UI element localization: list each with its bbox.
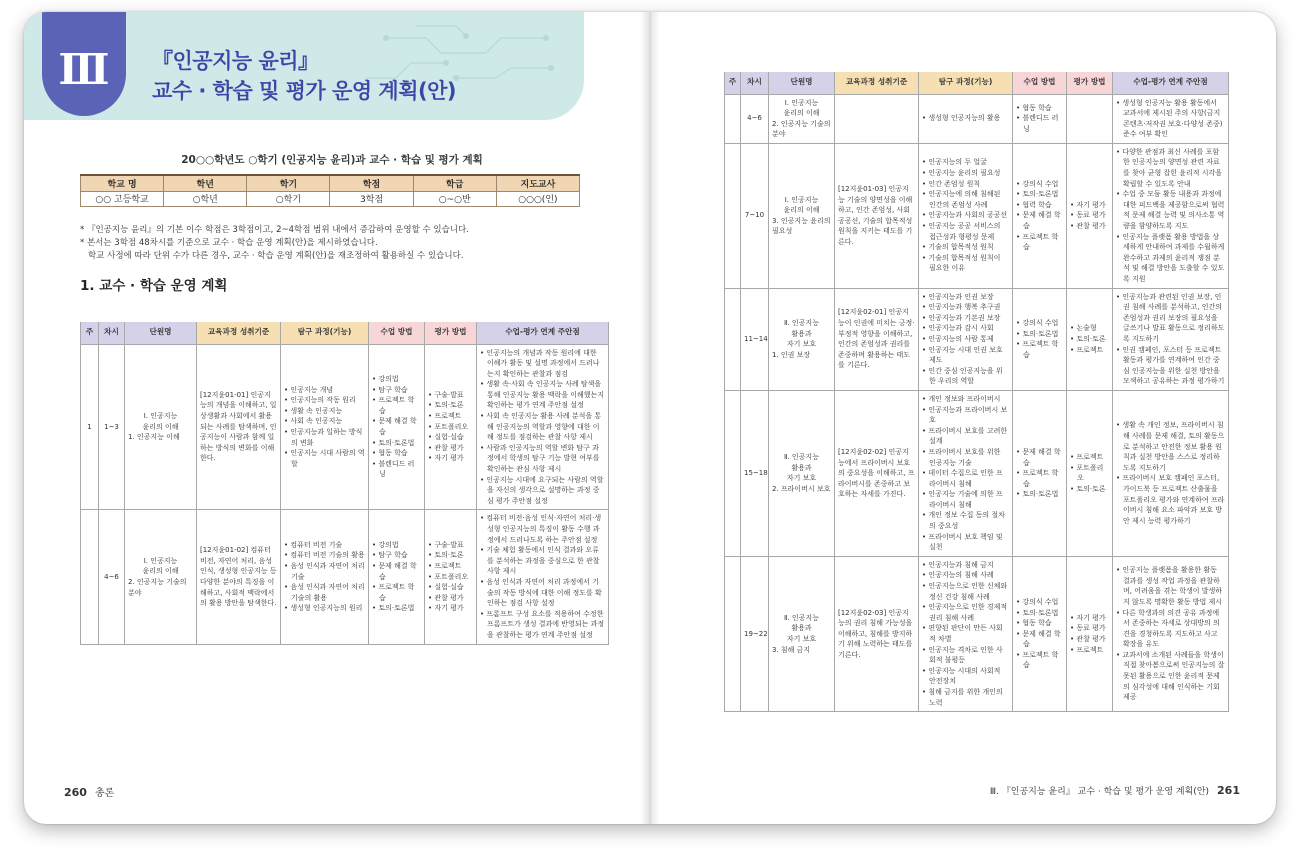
section-title: 1. 교수 · 학습 운영 계획 [80,278,228,294]
list-item: • 토의·토론법 [1016,329,1063,340]
cell-standard: [12지윤02-02] 인공지능에서 프라이버시 보호의 중요성을 이해하고, 프라이버시를 존중하고 보호하는 자세를 가진다. [835,390,919,556]
list-item: • 인간 존엄성 원칙 [922,179,1009,190]
list-item: • 토의·토론 [1070,484,1109,495]
list-item: • 인공지능과 감시 사회 [922,323,1009,334]
col-method: 수업 방법 [369,322,425,344]
list-item: • 동료 평가 [1070,210,1109,221]
school-info-table [80,174,580,207]
cell-method [1013,556,1067,711]
cell-method-list [1016,179,1063,253]
list-item: • 인공지능으로 인한 신체와 정신 건강 침해 사례 [922,581,1009,602]
info-value: ○학기 [247,191,330,206]
list-item: • 인공지능에 의해 침해된 인간의 존엄성 사례 [922,189,1009,210]
list-item: • 문제 해결 학습 [372,416,421,437]
cell-week [725,556,741,711]
list-item: • 인공지능과 프라이버시 보호 [922,405,1009,426]
list-item: • 문제 해결 학습 [1016,210,1063,231]
table-header-row [81,322,609,344]
cell-eval-list [1070,323,1109,355]
cell-method-list [1016,597,1063,671]
unit-line: Ⅰ. 인공지능 [784,195,819,204]
cell-process-list [922,113,1009,124]
cell-process [919,556,1013,711]
cell-period: 1~3 [99,344,125,510]
cell-unit [125,344,197,510]
cell-week [725,288,741,390]
list-item: • 인공지능의 작동 원리 [284,395,365,406]
list-item: • 실험·실습 [428,582,473,593]
table-header-row [725,72,1229,94]
list-item: • 사회 속 인공지능 활용 사례 분석을 통해 인공지능의 역할과 영향에 대한 이해 정도를 점검하는 관찰 사항 제시 [480,411,605,443]
list-item: • 탐구 학습 [372,550,421,561]
col-process: 탐구 과정(기능) [281,322,369,344]
cell-method [369,344,425,510]
list-item: • 강의식 수업 [1016,318,1063,329]
cell-method-list [1016,103,1063,135]
col-unit: 단원명 [769,72,835,94]
list-item: • 인공지능 시대 사람의 역할 [284,448,365,469]
cell-process-list [922,394,1009,553]
list-item: • 음성 인식과 자연어 처리 기술 [284,561,365,582]
left-page-footer [64,784,114,799]
list-item: • 관찰 평가 [428,443,473,454]
list-item: • 생활 속 인공지능 [284,406,365,417]
list-item: • 문제 해결 학습 [1016,629,1063,650]
list-item: • 관찰 평가 [1070,634,1109,645]
list-item: • 프로젝트 [428,561,473,572]
cell-period: 4~6 [99,510,125,644]
col-period: 차시 [99,322,125,344]
cell-eval-list [1070,613,1109,655]
textbook-spread [24,12,1276,824]
cell-process [281,510,369,644]
list-item: • 생성형 인공지능의 원리 [284,603,365,614]
cell-method [1013,390,1067,556]
unit-line: 3. 인공지능 윤리의 필요성 [772,216,831,236]
cell-unit [769,556,835,711]
unit-line: 활용과 [791,463,812,472]
unit-line: 윤리의 이해 [142,567,179,576]
list-item: • 사람과 인공지능의 역할 변화 탐구 과정에서 학생의 탐구 기능 발현 여부를 확인하는 관심 사항 제시 [480,443,605,475]
cell-focus [1113,288,1229,390]
list-item: • 다양한 관점과 최신 사례를 포함한 인공지능의 양면성 관련 자료를 찾아 균형 잡힌 윤리적 시각을 확립할 수 있도록 안내 [1116,147,1225,189]
list-item: • 인공지능의 사람 통제 [922,334,1009,345]
col-unit: 단원명 [125,322,197,344]
cell-method-list [372,540,421,614]
col-week: 주 [725,72,741,94]
list-item: • 구술·발표 [428,540,473,551]
list-item: • 생활 속 개인 정보, 프라이버시 침해 사례를 문제 해결, 토의 활동으로 분석하고 안전한 정보 활용 원칙과 실천 방안을 스스로 정리하도록 지도하기 [1116,420,1225,473]
cell-eval [1067,143,1113,288]
list-item: • 프로젝트 학습 [1016,650,1063,671]
list-item: • 토의·토론법 [1016,608,1063,619]
col-process: 탐구 과정(기능) [919,72,1013,94]
cell-week [725,390,741,556]
cell-focus [1113,390,1229,556]
list-item: • 데이터 수집으로 인한 프라이버시 침해 [922,468,1009,489]
list-item: • 교과서에 소개된 사례들을 학생이 직접 찾아봄으로써 인공지능의 잘못된 활용으로 인한 윤리적 문제의 심각성에 대해 인식하는 기회 제공 [1116,650,1225,703]
list-item: • 관찰 평가 [428,593,473,604]
cell-method [369,510,425,644]
cell-method-list [372,374,421,480]
list-item: • 기술의 합목적성 원칙이 필요한 이유 [922,253,1009,274]
unit-line: 자기 보호 [786,474,817,483]
cell-eval [1067,390,1113,556]
info-value: ○○○(인) [496,191,579,206]
cell-standard: [12지윤01-02] 컴퓨터 비전, 자연어 처리, 음성 인식, 생성형 인공지능 등 다양한 분야의 특징을 이해하고, 사회적 맥락에서의 활용 방안을 탐색한다. [197,510,281,644]
list-item: • 음성 인식과 자연어 처리 기술의 활용 [284,582,365,603]
cell-focus-list [1116,292,1225,387]
note-line: * 『인공지능 윤리』의 기본 이수 학점은 3학점이고, 2~4학점 범위 내에서 증감하여 운영할 수 있습니다. [80,225,469,235]
cell-eval-list [1070,452,1109,494]
cell-standard: [12지윤01-03] 인공지능 기술의 양면성을 이해하고, 인간 존엄성, 사회 공공선, 기술의 합목적성 원칙을 지키는 태도를 기른다. [835,143,919,288]
cell-period: 7~10 [741,143,769,288]
list-item: • 인공지능 플랫폼 활용 방법을 상세하게 안내하여 과제를 수월하게 완수하고 과제의 윤리적 쟁점 분석 및 해결 방안을 도출할 수 있도록 지원 [1116,232,1225,285]
col-standard: 교육과정 성취기준 [197,322,281,344]
list-item: • 협동 학습 [372,448,421,459]
cell-eval-list [428,390,473,464]
cell-focus [477,344,609,510]
cell-focus [1113,94,1229,143]
right-footer-label: Ⅲ. 『인공지능 윤리』 교수 · 학습 및 평가 운영 계획(안) [989,787,1210,797]
cell-process [919,390,1013,556]
col-period: 차시 [741,72,769,94]
cell-focus-list [480,348,605,507]
list-item: • 강의법 [372,540,421,551]
list-item: • 인간 중심 인공지능을 위한 우리의 역할 [922,366,1009,387]
list-item: • 자기 평가 [428,603,473,614]
list-item: • 인공지능과 일하는 방식의 변화 [284,427,365,448]
cell-process-list [922,157,1009,274]
list-item: • 토의·토론 [428,400,473,411]
list-item: • 자기 평가 [428,453,473,464]
col-standard: 교육과정 성취기준 [835,72,919,94]
list-item: • 다른 학생과의 의견 공유 과정에서 존중하는 자세로 상대방의 의견을 경청하도록 지도하고 사고 확장을 유도 [1116,608,1225,650]
list-item: • 인공지능으로 인한 경제적 권리 침해 사례 [922,602,1009,623]
cell-eval [1067,94,1113,143]
list-item: • 프로젝트 [1070,345,1109,356]
list-item: • 프롬프트 구성 요소를 적용하여 수정한 프롬프트가 생성 결과에 반영되는 과정을 관찰하는 평가 연계 주안점 설정 [480,609,605,641]
unit-line: Ⅰ. 인공지능 [143,556,178,565]
unit-line: 1. 인공지능 이해 [128,433,180,442]
unit-line: 3. 침해 금지 [772,645,811,654]
chapter-title-line1: 『인공지능 윤리』 [152,49,319,73]
unit-line: 윤리의 이해 [783,206,820,215]
chapter-title-line2: 교수 · 학습 및 평가 운영 계획(안) [152,79,456,103]
list-item: • 프로젝트 [1070,645,1109,656]
cell-period: 4~6 [741,94,769,143]
plan-table-right [724,72,1229,712]
info-header: 학기 [247,175,330,191]
unit-line: Ⅰ. 인공지능 [143,412,178,421]
cell-process [919,143,1013,288]
info-value: ○○ 고등학교 [81,191,164,206]
unit-line: 자기 보호 [786,635,817,643]
list-item: • 협동 학습 [1016,618,1063,629]
cell-focus-list [1116,98,1225,140]
list-item: • 프라이버시 보호 캠페인 포스터, 가이드북 등 프로젝트 산출물을 포트폴리오 평가와 연계하여 프라이버시 침해 요소 파악과 보호 방안 제시 능력 평가하기 [1116,473,1225,526]
cell-method-list [1016,318,1063,360]
list-item: • 인공지능과 사회의 공공선 [922,210,1009,221]
cell-period: 15~18 [741,390,769,556]
chapter-banner [24,12,584,120]
list-item: • 프로젝트 학습 [372,395,421,416]
list-item: • 인공지능 기술에 의한 프라이버시 침해 [922,489,1009,510]
list-item: • 프라이버시 보호 책임 및 실천 [922,532,1009,553]
list-item: • 프로젝트 학습 [372,582,421,603]
list-item: • 인공지능과 침해 금지 [922,560,1009,571]
right-page-number: 261 [1217,784,1240,797]
unit-line: 1. 인권 보장 [772,350,811,359]
list-item: • 토의·토론법 [1016,489,1063,500]
cell-week [725,94,741,143]
list-item: • 인공지능과 행복 추구권 [922,302,1009,313]
info-header: 학점 [330,175,413,191]
list-item: • 음성 인식과 자연어 처리 과정에서 기술의 작동 방식에 대한 이해 정도를 확인하는 점검 사항 설정 [480,577,605,609]
list-item: • 침해 금지를 위한 개인의 노력 [922,687,1009,708]
list-item: • 문제 해결 학습 [1016,447,1063,468]
cell-unit [769,143,835,288]
list-item: • 포트폴리오 [1070,463,1109,484]
info-header: 지도교사 [496,175,579,191]
cell-method [1013,143,1067,288]
cell-standard: [12지윤02-01] 인공지능이 인권에 미치는 긍정·부정적 영향을 이해하고, 인간의 존엄성과 권리를 존중하며 활용하는 태도를 기른다. [835,288,919,390]
list-item: • 인공지능 시대에 요구되는 사람의 역할을 자신의 생각으로 설명하는 과정 중심 평가 주안점 설정 [480,475,605,507]
list-item: • 인공지능 시대의 사회적 안전장치 [922,666,1009,687]
table-row [725,288,1229,390]
right-page-footer [990,784,1240,797]
list-item: • 수업 중 모둠 활동 내용과 과정에 대한 피드백을 제공함으로써 협력적 문제 해결 능력 및 의사소통 역량을 함양하도록 지도 [1116,189,1225,231]
list-item: • 인공지능 윤리의 필요성 [922,168,1009,179]
list-item: • 논술형 [1070,323,1109,334]
cell-focus-list [1116,565,1225,703]
table-row [81,344,609,510]
cell-focus [477,510,609,644]
list-item: • 프로젝트 [1070,452,1109,463]
cell-unit [769,390,835,556]
list-item: • 인공지능의 침해 사례 [922,570,1009,581]
col-eval: 평가 방법 [1067,72,1113,94]
list-item: • 개인 정보 수집 동의 절차의 중요성 [922,510,1009,531]
plan-table-left [80,322,609,645]
unit-line: 2. 프라이버시 보호 [772,484,831,493]
cell-process [281,344,369,510]
cell-process-list [284,540,365,614]
list-item: • 인공지능 공공 서비스의 접근성과 형평성 문제 [922,221,1009,242]
col-eval: 평가 방법 [425,322,477,344]
cell-method [1013,288,1067,390]
list-item: • 포트폴리오 [428,422,473,433]
list-item: • 프로젝트 학습 [1016,468,1063,489]
unit-line: Ⅰ. 인공지능 [784,98,819,107]
info-header: 학급 [413,175,496,191]
chapter-number-badge: Ⅲ [42,12,126,116]
cell-focus [1113,143,1229,288]
cell-standard [835,94,919,143]
table-row [725,143,1229,288]
cell-method-list [1016,447,1063,500]
notes [80,224,469,263]
list-item: • 프로젝트 학습 [1016,339,1063,360]
list-item: • 인공지능 격차로 인한 사회적 불평등 [922,645,1009,666]
unit-line: 윤리의 이해 [783,109,820,118]
cell-eval-list [428,540,473,614]
cell-process [919,94,1013,143]
list-item: • 실험·실습 [428,432,473,443]
list-item: • 강의식 수업 [1016,597,1063,608]
list-item: • 자기 평가 [1070,200,1109,211]
col-week: 주 [81,322,99,344]
cell-period: 11~14 [741,288,769,390]
list-item: • 관찰 평가 [1070,221,1109,232]
list-item: • 편향된 판단이 만든 사회적 차별 [922,623,1009,644]
table-row [725,556,1229,711]
cell-focus-list [1116,420,1225,526]
table-row [725,390,1229,556]
list-item: • 동료 평가 [1070,623,1109,634]
cell-standard: [12지윤02-03] 인공지능의 권리 침해 가능성을 이해하고, 침해를 방지하기 위해 노력하는 태도를 기른다. [835,556,919,711]
list-item: • 생활 속·사회 속 인공지능 사례 탐색을 통해 인공지능 활용 맥락을 이해했는지 확인하는 평가 연계 주안점 설정 [480,379,605,411]
cell-week: 1 [81,344,99,510]
unit-line: Ⅱ. 인공지능 [784,319,819,328]
info-header: 학년 [164,175,247,191]
list-item: • 탐구 학습 [372,385,421,396]
cell-focus [1113,556,1229,711]
cell-eval [425,510,477,644]
cell-eval [425,344,477,510]
list-item: • 강의식 수업 [1016,179,1063,190]
unit-line: 윤리의 이해 [142,422,179,431]
cell-eval [1067,288,1113,390]
list-item: • 자기 평가 [1070,613,1109,624]
list-item: • 인공지능과 관련된 인권 보장, 인권 침해 사례를 분석하고, 인간의 존엄성과 권리 보장의 필요성을 글쓰기나 발표 활동으로 정리하도록 지도하기 [1116,292,1225,345]
list-item: • 인공지능 시대 인권 보호 제도 [922,345,1009,366]
list-item: • 인공지능의 두 얼굴 [922,157,1009,168]
list-item: • 생성형 인공지능의 활용 [922,113,1009,124]
table-row [725,94,1229,143]
list-item: • 토의·토론법 [1016,189,1063,200]
cell-week [81,510,99,644]
list-item: • 인권 캠페인, 포스터 등 프로젝트 활동과 평가를 연계하여 인간 중심 인공지능을 위한 실천 방안을 모색하고 공유하는 과정 평가하기 [1116,345,1225,387]
list-item: • 인공지능과 인권 보장 [922,292,1009,303]
plan-title: 20○○학년도 ○학기 (인공지능 윤리)과 교수 · 학습 및 평가 계획 [181,154,483,166]
cell-process-list [922,560,1009,708]
cell-focus-list [480,513,605,640]
col-method: 수업 방법 [1013,72,1067,94]
note-line: 학교 사정에 따라 단위 수가 다른 경우, 교수 · 학습 운영 계획(안)을 재조정하여 활용하실 수 있습니다. [88,251,464,261]
list-item: • 프라이버시 보호를 고려한 설계 [922,426,1009,447]
list-item: • 인공지능 개념 [284,385,365,396]
info-header: 학교 명 [81,175,164,191]
info-value: 3학점 [330,191,413,206]
list-item: • 토의·토론 [1070,334,1109,345]
list-item: • 인공지능 플랫폼을 활용한 활동 결과를 생성 작업 과정을 관찰하며, 어려움을 겪는 학생이 발생하지 않도록 명확한 활동 방법 제시 [1116,565,1225,607]
list-item: • 인공지능의 개념과 작동 원리에 대한 이해가 활동 및 설명 과정에서 드러나는지 확인하는 관찰과 점검 [480,348,605,380]
cell-period: 19~22 [741,556,769,711]
book-spine [640,12,660,824]
list-item: • 사회 속 인공지능 [284,416,365,427]
list-item: • 문제 해결 학습 [372,561,421,582]
note-line: * 본서는 3학점 48차시를 기준으로 교수 · 학습 운영 계획(안)을 제시하였습니다. [80,238,378,248]
cell-process-list [284,385,365,470]
unit-line: 자기 보호 [786,340,817,349]
list-item: • 기술의 합목적성 원칙 [922,242,1009,253]
unit-line: 2. 인공지능 기술의 분야 [772,119,831,139]
unit-line: 2. 인공지능 기술의 분야 [128,577,187,597]
left-footer-label: 총론 [94,788,115,799]
list-item: • 토의·토론 [428,550,473,561]
cell-unit [769,94,835,143]
list-item: • 생성형 인공지능 활용 활동에서 교과서에 제시된 주의 사항(금지 콘텐츠·저작권 보호·다양성 존중) 준수 여부 확인 [1116,98,1225,140]
cell-unit [769,288,835,390]
list-item: • 토의·토론법 [372,603,421,614]
cell-standard: [12지윤01-01] 인공지능의 개념을 이해하고, 일상생활과 사회에서 활용되는 사례를 탐색하며, 인공지능이 사람과 함께 일하는 방식의 변화를 이해한다. [197,344,281,510]
left-page-number: 260 [64,786,87,799]
cell-eval-list [1070,200,1109,232]
list-item: • 프로젝트 [428,411,473,422]
list-item: • 프로젝트 학습 [1016,232,1063,253]
chapter-title [152,46,456,106]
info-value: ○학년 [164,191,247,206]
unit-line: Ⅱ. 인공지능 [784,613,819,622]
cell-eval [1067,556,1113,711]
list-item: • 컴퓨터 비전 기술 [284,540,365,551]
info-value: ○~○반 [413,191,496,206]
list-item: • 포트폴리오 [428,572,473,583]
cell-method [1013,94,1067,143]
list-item: • 토의·토론법 [372,438,421,449]
unit-line: Ⅱ. 인공지능 [784,453,819,462]
col-focus: 수업-평가 연계 주안점 [1113,72,1229,94]
cell-process-list [922,292,1009,387]
list-item: • 강의법 [372,374,421,385]
cell-unit [125,510,197,644]
list-item: • 블렌디드 러닝 [372,459,421,480]
list-item: • 블렌디드 러닝 [1016,113,1063,134]
list-item: • 컴퓨터 비전·음성 인식·자연어 처리·생성형 인공지능의 특징이 활동 수행 과정에서 드러나도록 하는 주안점 설정 [480,513,605,545]
list-item: • 기술 체험 활동에서 인식 결과와 오류를 분석하는 과정을 중심으로 한 관찰 사항 제시 [480,545,605,577]
list-item: • 협동 학습 [1016,103,1063,114]
table-row [81,510,609,644]
cell-focus-list [1116,147,1225,285]
list-item: • 협력 학습 [1016,200,1063,211]
list-item: • 컴퓨터 비전 기술의 활용 [284,550,365,561]
cell-process [919,288,1013,390]
list-item: • 인공지능과 기본권 보장 [922,313,1009,324]
cell-week [725,143,741,288]
list-item: • 구술·발표 [428,390,473,401]
unit-line: 활용과 [791,329,812,338]
unit-line: 활용과 [791,624,812,633]
list-item: • 개인 정보와 프라이버시 [922,394,1009,405]
col-focus: 수업-평가 연계 주안점 [477,322,609,344]
list-item: • 프라이버시 보호를 위한 인공지능 기술 [922,447,1009,468]
